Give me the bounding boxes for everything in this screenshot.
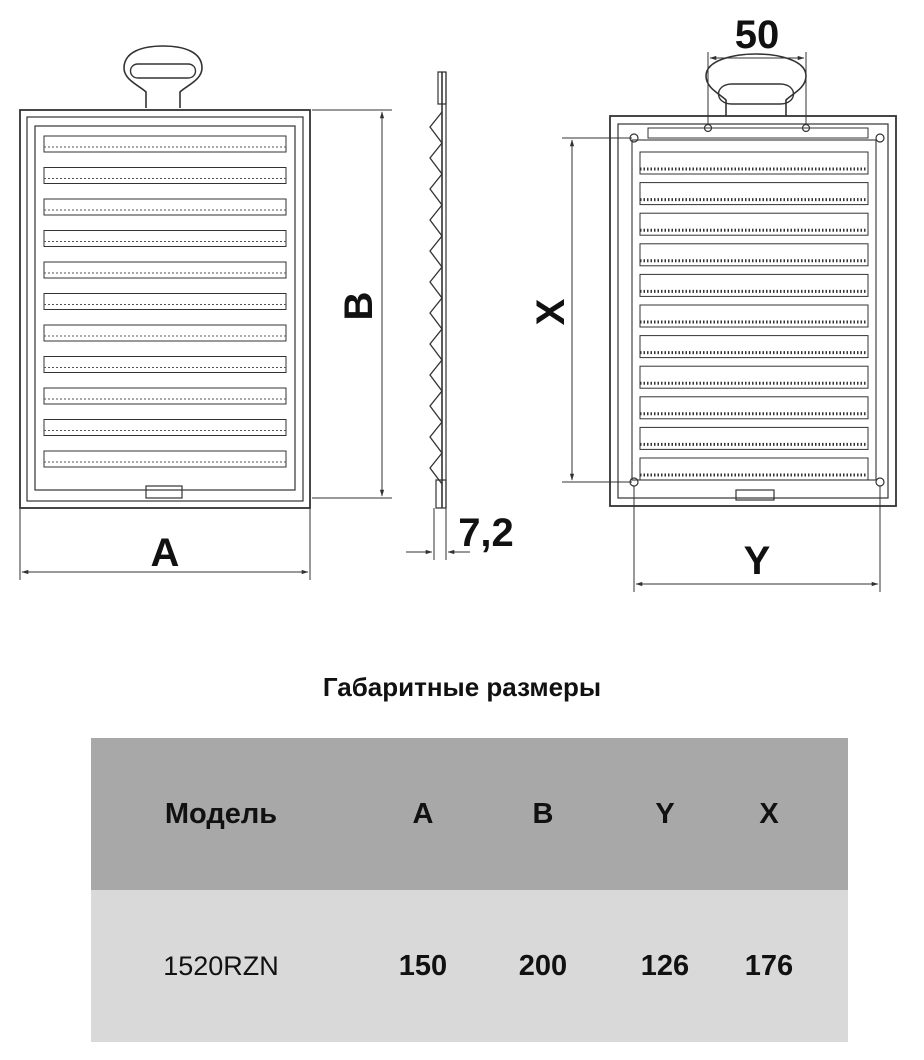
label-a: A <box>150 531 180 575</box>
table-title: Габаритные размеры <box>322 672 602 702</box>
header-x: X <box>759 797 779 830</box>
header-b: B <box>532 797 554 830</box>
back-louvres <box>640 152 868 480</box>
louvre-slat <box>640 274 868 296</box>
louvre-slat <box>44 451 286 467</box>
louvre-slat <box>44 168 286 184</box>
dimension-hook-spacing <box>708 13 806 124</box>
label-hook-spacing: 50 <box>734 13 780 57</box>
louvre-slat <box>44 357 286 373</box>
louvre-slat <box>640 458 868 480</box>
louvre-slat <box>640 213 868 235</box>
side-view <box>430 72 446 508</box>
louvre-slat <box>640 305 868 327</box>
louvre-slat <box>44 136 286 152</box>
louvre-slat <box>44 294 286 310</box>
cell-model: 1520RZN <box>163 950 279 981</box>
louvre-slat <box>640 397 868 419</box>
label-depth: 7,2 <box>458 511 514 555</box>
dimension-y <box>634 486 880 592</box>
louvre-slat <box>44 199 286 215</box>
header-a: A <box>412 797 434 830</box>
louvre-slat <box>640 244 868 266</box>
side-profile <box>430 112 442 484</box>
louvre-slat <box>640 336 868 358</box>
header-y: Y <box>655 797 675 830</box>
cell-y: 126 <box>640 949 690 982</box>
table-header-row <box>91 738 848 890</box>
front-louvres <box>44 136 286 467</box>
louvre-slat <box>44 420 286 436</box>
cell-b: 200 <box>518 949 568 982</box>
cell-a: 150 <box>398 949 448 982</box>
dimension-b <box>312 110 392 498</box>
louvre-slat <box>640 183 868 205</box>
dimension-depth <box>406 508 514 560</box>
label-x: X <box>529 298 573 326</box>
louvre-slat <box>44 388 286 404</box>
cell-x: 176 <box>744 949 794 982</box>
front-view <box>20 46 310 508</box>
louvre-slat <box>640 152 868 174</box>
louvre-slat <box>44 262 286 278</box>
louvre-slat <box>640 366 868 388</box>
table-row <box>91 890 848 1042</box>
dimension-x <box>529 138 632 482</box>
label-b: B <box>337 291 381 321</box>
label-y: Y <box>743 539 771 583</box>
dimensions-table <box>91 738 848 1042</box>
louvre-slat <box>44 325 286 341</box>
louvre-slat <box>44 231 286 247</box>
header-model: Модель <box>164 797 278 830</box>
dimension-a <box>20 508 310 580</box>
back-view <box>610 54 896 506</box>
louvre-slat <box>640 427 868 449</box>
